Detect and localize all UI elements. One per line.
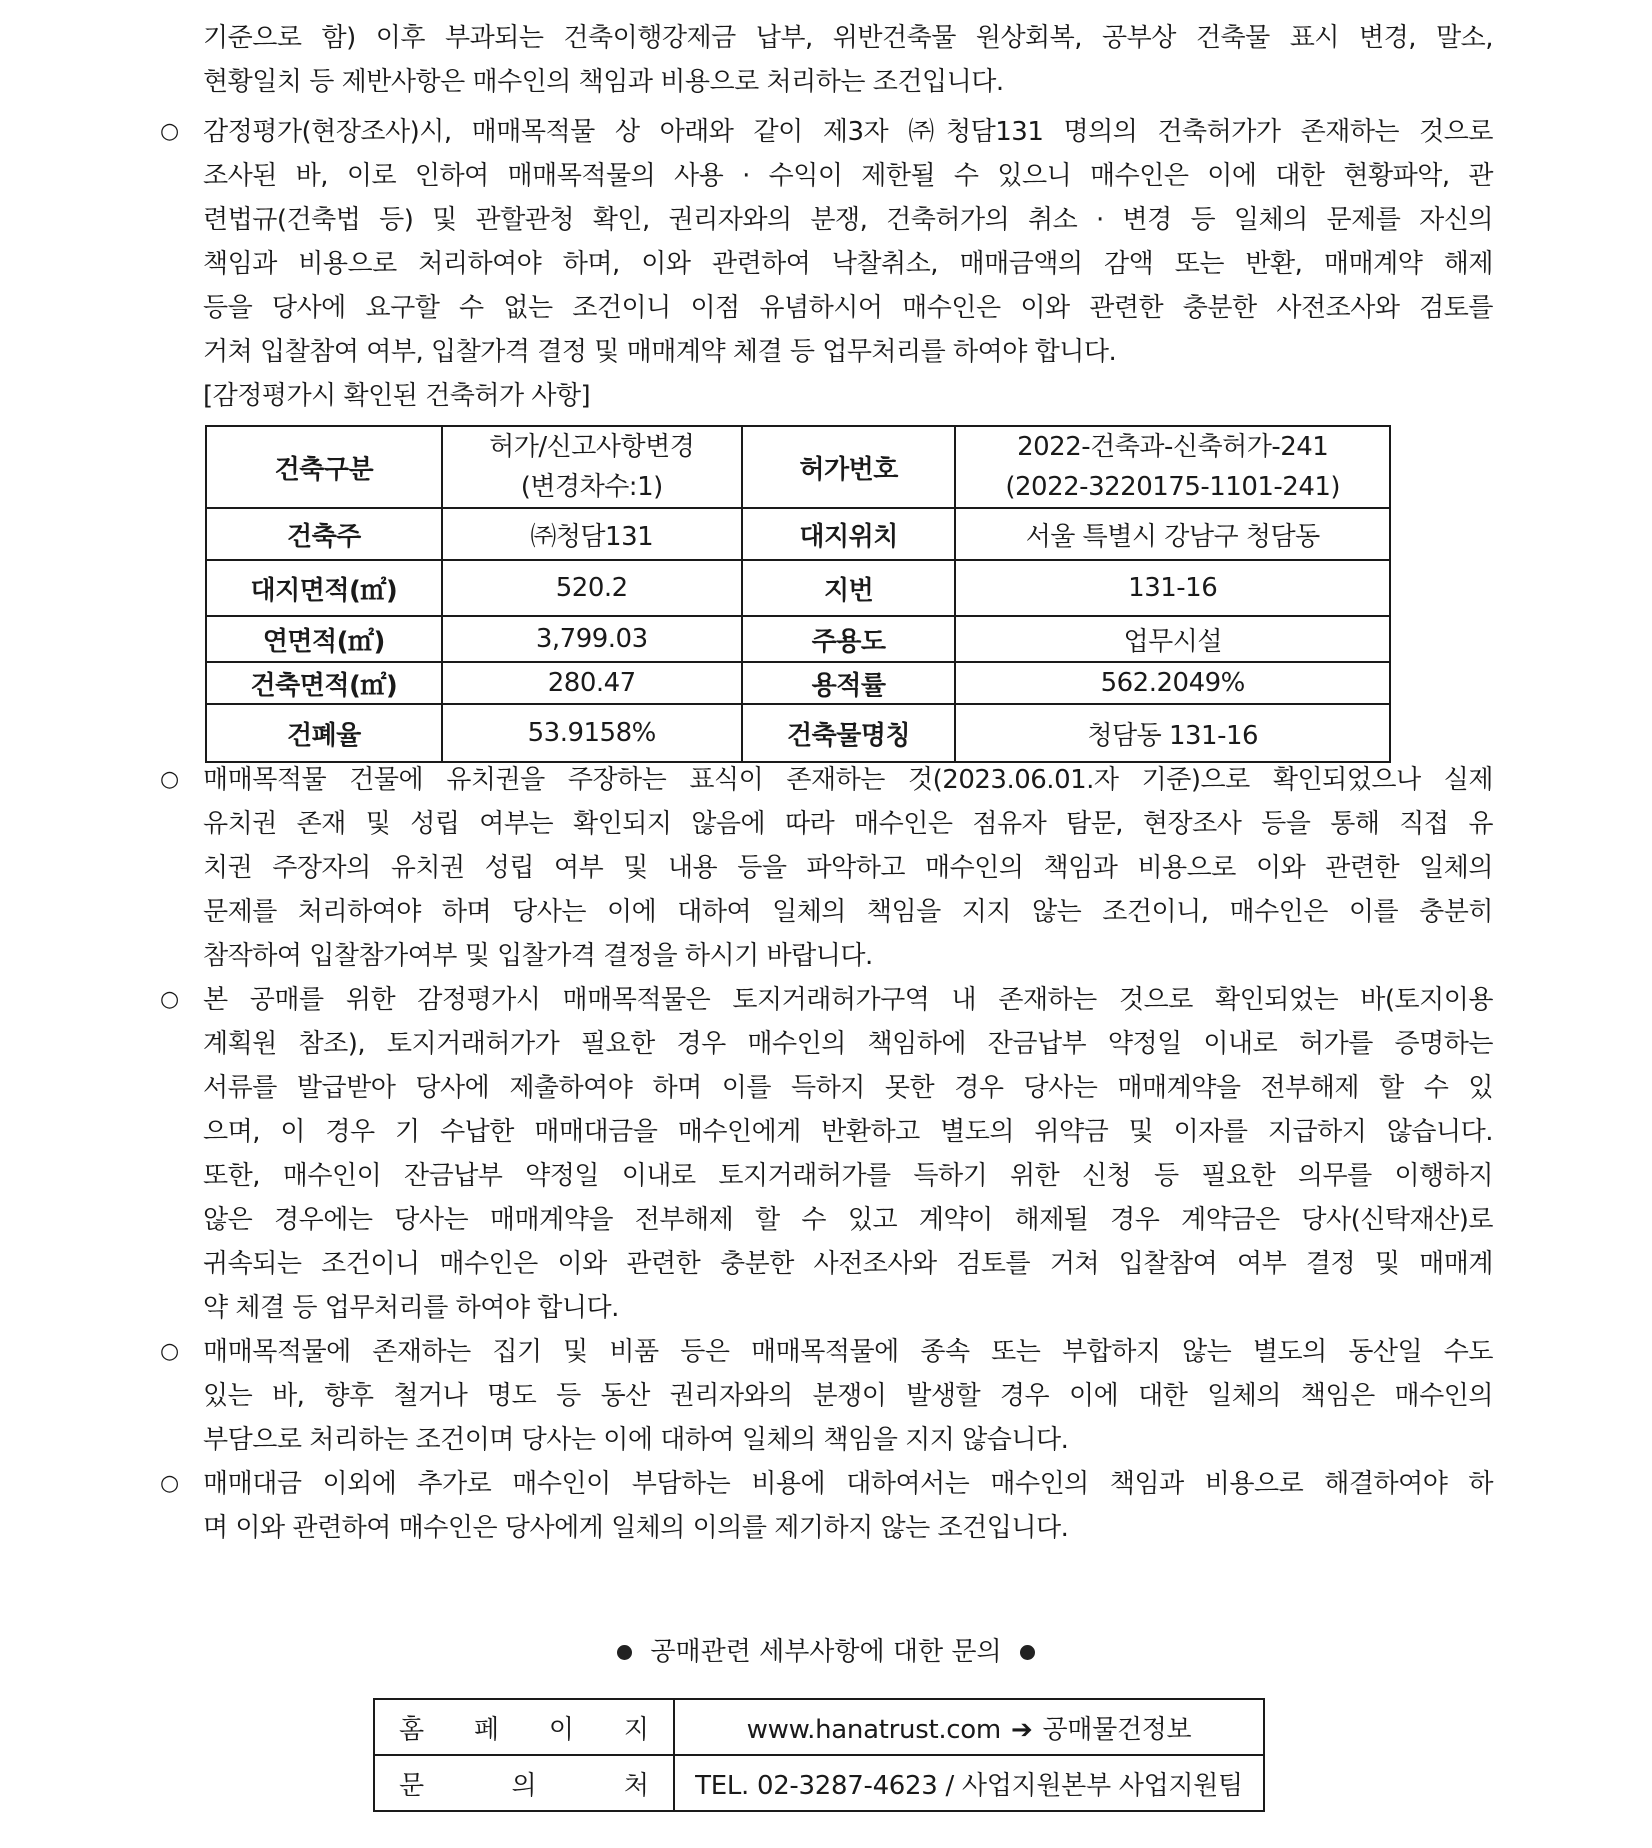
table-value xyxy=(955,426,1390,508)
table-value: 청담동 131-16 xyxy=(955,704,1390,762)
table-value: 서울 특별시 강남구 청담동 xyxy=(955,508,1390,560)
text-line: 매매목적물 건물에 유치권을 주장하는 표식이 존재하는 것(2023.06.01.자 기준)으로 확인되었으나 실제 xyxy=(203,765,1493,795)
label-char: 이 xyxy=(548,1714,575,1745)
contact-title-text: 공매관련 세부사항에 대한 문의 xyxy=(650,1637,1002,1667)
contact-row-homepage xyxy=(374,1699,1264,1755)
bullet-icon: ○ xyxy=(160,987,180,1012)
bullet-icon: ○ xyxy=(160,1471,180,1496)
bullet-icon: ○ xyxy=(160,119,180,144)
bullet-dot-icon xyxy=(617,1645,632,1660)
bullet-dot-icon xyxy=(1020,1645,1035,1660)
table-label: 건축면적(㎡) xyxy=(206,662,442,704)
homepage-section: 공매물건정보 xyxy=(1042,1714,1192,1745)
inquiry-value: TEL. 02-3287-4623 / 사업지원본부 사업지원팀 xyxy=(674,1755,1264,1811)
table-value: 3,799.03 xyxy=(442,616,742,662)
text-line: 등을 당사에 요구할 수 없는 조건이니 이점 유념하시어 매수인은 이와 관련한 충분한 사전조사와 검토를 xyxy=(203,293,1493,323)
homepage-value xyxy=(674,1699,1264,1755)
table-value: ㈜청담131 xyxy=(442,508,742,560)
text-line: 매매대금 이외에 추가로 매수인이 부담하는 비용에 대하여서는 매수인의 책임과 비용으로 해결하여야 하 xyxy=(203,1469,1493,1499)
homepage-label xyxy=(374,1699,674,1755)
label-char: 의 xyxy=(511,1770,537,1801)
text-line: 매매목적물에 존재하는 집기 및 비품 등은 매매목적물에 종속 또는 부합하지 않는 별도의 동산일 수도 xyxy=(203,1337,1493,1367)
table-value-line: 2022-건축과-신축허가-241 xyxy=(1017,432,1329,462)
text-line: 치권 주장자의 유치권 성립 여부 및 내용 등을 파악하고 매수인의 책임과 비용으로 이와 관련한 일체의 xyxy=(203,853,1493,883)
text-line: 기준으로 함) 이후 부과되는 건축이행강제금 납부, 위반건축물 원상회복, 공부상 건축물 표시 변경, 말소, xyxy=(203,23,1493,53)
text-line: 부담으로 처리하는 조건이며 당사는 이에 대하여 일체의 책임을 지지 않습니다. xyxy=(203,1425,1069,1455)
table-label: 지번 xyxy=(742,560,956,616)
table-value: 520.2 xyxy=(442,560,742,616)
table-label: 건축구분 xyxy=(206,426,442,508)
table-value-line: 허가/신고사항변경 xyxy=(489,432,695,462)
text-line: 유치권 존재 및 성립 여부는 확인되지 않음에 따라 매수인은 점유자 탐문, 현장조사 등을 통해 직접 유 xyxy=(203,809,1493,839)
table-value xyxy=(442,426,742,508)
label-char: 홈 xyxy=(399,1714,425,1745)
table-label: 연면적(㎡) xyxy=(206,616,442,662)
text-line: 참작하여 입찰참가여부 및 입찰가격 결정을 하시기 바랍니다. xyxy=(203,941,873,971)
text-line: 책임과 비용으로 처리하여야 하며, 이와 관련하여 낙찰취소, 매매금액의 감액 또는 반환, 매매계약 해제 xyxy=(203,249,1493,279)
table-label: 대지면적(㎡) xyxy=(206,560,442,616)
label-char: 페 xyxy=(473,1714,500,1745)
contact-table xyxy=(373,1698,1265,1812)
table-label: 건축물명칭 xyxy=(742,704,956,762)
table-value: 131-16 xyxy=(955,560,1390,616)
table-value: 280.47 xyxy=(442,662,742,704)
table-caption: [감정평가시 확인된 건축허가 사항] xyxy=(203,381,591,411)
contact-row-inquiry xyxy=(374,1755,1264,1811)
table-row xyxy=(206,662,1390,704)
text-line: 본 공매를 위한 감정평가시 매매목적물은 토지거래허가구역 내 존재하는 것으로 확인되었는 바(토지이용 xyxy=(203,985,1493,1015)
table-value-line: (2022-3220175-1101-241) xyxy=(1005,472,1341,502)
table-value: 562.2049% xyxy=(955,662,1390,704)
text-line: 으며, 이 경우 기 수납한 매매대금을 매수인에게 반환하고 별도의 위약금 및 이자를 지급하지 않습니다. xyxy=(203,1117,1493,1147)
table-row xyxy=(206,508,1390,560)
table-label: 용적률 xyxy=(742,662,956,704)
bullet-icon: ○ xyxy=(160,767,180,792)
table-label: 건폐율 xyxy=(206,704,442,762)
contact-title xyxy=(0,1630,1652,1674)
text-line: 조사된 바, 이로 인하여 매매목적물의 사용 · 수익이 제한될 수 있으니 매수인은 이에 대한 현황파악, 관 xyxy=(203,161,1493,191)
text-line: 감정평가(현장조사)시, 매매목적물 상 아래와 같이 제3자 ㈜청담131 명의의 건축허가가 존재하는 것으로 xyxy=(203,117,1493,147)
table-label: 주용도 xyxy=(742,616,956,662)
table-row xyxy=(206,426,1390,508)
text-line: 련법규(건축법 등) 및 관할관청 확인, 권리자와의 분쟁, 건축허가의 취소 · 변경 등 일체의 문제를 자신의 xyxy=(203,205,1493,235)
table-row xyxy=(206,704,1390,762)
label-char: 문 xyxy=(399,1770,425,1801)
text-line: 계획원 참조), 토지거래허가가 필요한 경우 매수인의 책임하에 잔금납부 약정일 이내로 허가를 증명하는 xyxy=(203,1029,1493,1059)
table-value-line: (변경차수:1) xyxy=(520,472,663,502)
table-row xyxy=(206,616,1390,662)
table-label: 허가번호 xyxy=(742,426,956,508)
bullet-icon: ○ xyxy=(160,1339,180,1364)
inquiry-label xyxy=(374,1755,674,1811)
table-label: 대지위치 xyxy=(742,508,956,560)
table-value: 업무시설 xyxy=(955,616,1390,662)
text-line: 또한, 매수인이 잔금납부 약정일 이내로 토지거래허가를 득하기 위한 신청 등 필요한 의무를 이행하지 xyxy=(203,1161,1493,1191)
arrow-right-icon: ➔ xyxy=(1010,1714,1033,1745)
text-line: 않은 경우에는 당사는 매매계약을 전부해제 할 수 있고 계약이 해제될 경우 계약금은 당사(신탁재산)로 xyxy=(203,1205,1493,1235)
text-line: 서류를 발급받아 당사에 제출하여야 하며 이를 득하지 못한 경우 당사는 매매계약을 전부해제 할 수 있 xyxy=(203,1073,1493,1103)
text-line: 약 체결 등 업무처리를 하여야 합니다. xyxy=(203,1293,619,1323)
text-line: 있는 바, 향후 철거나 명도 등 동산 권리자와의 분쟁이 발생할 경우 이에 대한 일체의 책임은 매수인의 xyxy=(203,1381,1493,1411)
label-char: 지 xyxy=(623,1714,649,1745)
label-char: 처 xyxy=(623,1770,649,1801)
text-line: 현황일치 등 제반사항은 매수인의 책임과 비용으로 처리하는 조건입니다. xyxy=(203,67,1004,97)
table-label: 건축주 xyxy=(206,508,442,560)
building-permit-table xyxy=(205,425,1391,763)
homepage-link[interactable]: www.hanatrust.com xyxy=(746,1714,1001,1745)
text-line: 문제를 처리하여야 하며 당사는 이에 대하여 일체의 책임을 지지 않는 조건이니, 매수인은 이를 충분히 xyxy=(203,897,1493,927)
text-line: 며 이와 관련하여 매수인은 당사에게 일체의 이의를 제기하지 않는 조건입니다. xyxy=(203,1513,1069,1543)
table-row xyxy=(206,560,1390,616)
text-line: 거쳐 입찰참여 여부, 입찰가격 결정 및 매매계약 체결 등 업무처리를 하여야 합니다. xyxy=(203,337,1117,367)
table-value: 53.9158% xyxy=(442,704,742,762)
text-line: 귀속되는 조건이니 매수인은 이와 관련한 충분한 사전조사와 검토를 거쳐 입찰참여 여부 결정 및 매매계 xyxy=(203,1249,1493,1279)
